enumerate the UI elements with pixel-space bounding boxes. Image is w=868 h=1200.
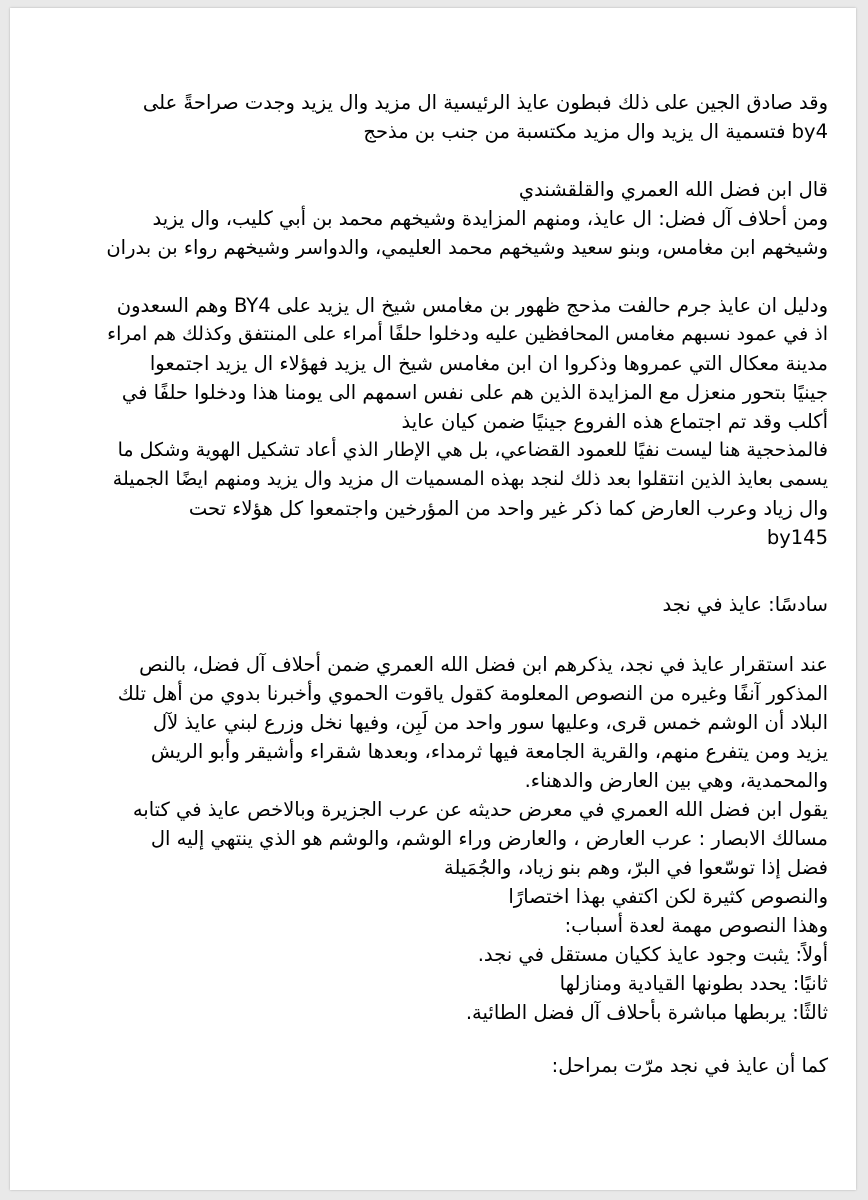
paragraph-najd [102, 650, 828, 1027]
section-heading [102, 590, 828, 619]
text-line: فضل إذا توسّعوا في البرّ، وهم بنو زياد، والجُمَيلة [444, 856, 828, 879]
text-line: by145 [766, 526, 828, 549]
text-line: اذ في عمود نسبهم مغامس المحافظين عليه ودخلوا حلفًا أمراء على المنتفق وكذلك هم امراء [107, 323, 828, 345]
document-body [102, 88, 828, 1080]
text-line: وال زياد وعرب العارض كما ذكر غير واحد من المؤرخين واجتمعوا كل هؤلاء تحت [188, 497, 828, 520]
text-line: والنصوص كثيرة لكن اكتفي بهذا اختصارًا [508, 885, 828, 908]
list-item: أولاً: يثبت وجود عايذ ككيان مستقل في نجد. [477, 943, 828, 966]
text-line: ومن أحلاف آل فضل: ال عايذ، ومنهم المزايدة وشيخهم محمد بن أبي كليب، وال يزيد [152, 207, 828, 230]
text-line: يزيد ومن يتفرع منهم، والقرية الجامعة فيها ثرمداء، وبعدها شقراء وأشيقر وأبو الريش [150, 740, 828, 763]
text-line: يسمى بعايذ الذين انتقلوا بعد ذلك لنجد بهذه المسميات ال مزيد وال يزيد ومنهم ايضًا الجميلة [112, 468, 828, 490]
text-line: المذكور آنفًا وغيره من النصوص المعلومة كقول ياقوت الحموي وأخبرنا بدوي من أهل تلك [117, 682, 828, 705]
paragraph-evidence [102, 291, 828, 552]
text-line: by4 فتسمية ال يزيد وال مزيد مكتسبة من جنب بن مذحج [363, 120, 828, 143]
text-line: عند استقرار عايذ في نجد، يذكرهم ابن فضل الله العمري ضمن أحلاف آل فضل، بالنص [139, 653, 828, 676]
list-item: ثانيًا: يحدد بطونها القيادية ومنازلها [559, 972, 828, 995]
text-line: ودليل ان عايذ جرم حالفت مذحج ظهور بن مغامس شيخ ال يزيد على BY4 وهم السعدون [116, 294, 828, 317]
text-line: كما أن عايذ في نجد مرّت بمراحل: [551, 1054, 828, 1077]
text-line: جينيًا بتحور منعزل مع المزايدة الذين هم على نفس اسمهم الى يومنا هذا ودخلوا حلفًا في [121, 381, 828, 404]
list-item: ثالثًا: يربطها مباشرة بأحلاف آل فضل الطائية. [465, 1001, 828, 1024]
text-line: والمحمدية، وهي بين العارض والدهناء. [524, 769, 828, 792]
text-line: وقد صادق الجين على ذلك فبطون عايذ الرئيسية ال مزيد وال يزيد وجدت صراحةً على [142, 91, 828, 114]
paragraph-citation [102, 175, 828, 262]
text-line: وشيخهم ابن مغامس، وبنو سعيد وشيخهم محمد العليمي، والدواسر وشيخهم رواء بن بدران [106, 236, 828, 259]
text-line: البلاد أن الوشم خمس قرى، وعليها سور واحد من لَبِن، وفيها نخل وزرع لبني عايذ لآل [152, 711, 828, 734]
paragraph-intro [102, 88, 828, 146]
text-line: مدينة معكال التي عمروها وذكروا ان ابن مغامس شيخ ال يزيد فهؤلاء ال يزيد اجتمعوا [149, 352, 828, 375]
section-heading-text: سادسًا: عايذ في نجد [662, 593, 828, 616]
text-line: قال ابن فضل الله العمري والقلقشندي [518, 178, 828, 201]
text-line: مسالك الابصار : عرب العارض ، والعارض وراء الوشم، والوشم هو الذي ينتهي إليه ال [150, 827, 828, 850]
document-page [10, 8, 856, 1190]
text-line: أكلب وقد تم اجتماع هذه الفروع جينيًا ضمن كيان عايذ [401, 410, 828, 433]
closing-paragraph [102, 1051, 828, 1080]
text-line: وهذا النصوص مهمة لعدة أسباب: [564, 914, 828, 937]
text-line: فالمذحجية هنا ليست نفيًا للعمود القضاعي، بل هي الإطار الذي أعاد تشكيل الهوية وشكل ما [117, 439, 828, 461]
text-line: يقول ابن فضل الله العمري في معرض حديثه عن عرب الجزيرة وبالاخص عايذ في كتابه [132, 798, 828, 821]
